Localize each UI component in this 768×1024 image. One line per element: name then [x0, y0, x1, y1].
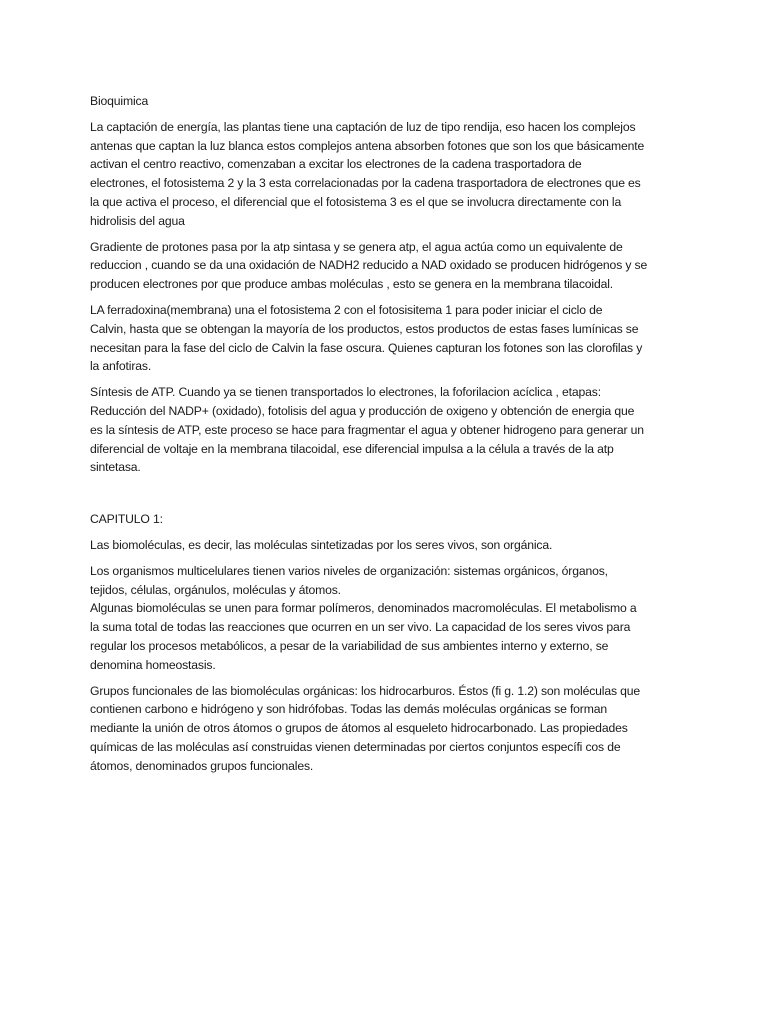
paragraph-line: La captación de energía, las plantas tiene una captación de luz de tipo rendija, eso hacen los complejos: [90, 119, 636, 134]
paragraph-line: sintetasa.: [90, 460, 141, 475]
document-page: [90, 92, 680, 783]
paragraph-line: Los organismos multicelulares tienen varios niveles de organización: sistemas orgánicos, órganos,: [90, 563, 608, 578]
section-capitulo-1: [90, 536, 680, 776]
paragraph: [90, 118, 680, 231]
paragraph-line: diferencial de voltaje en la membrana tilacoidal, ese diferencial impulsa a la célula a través de la atp: [90, 441, 614, 456]
paragraph-line: la que activa el proceso, el diferencial que el fotosistema 3 es el que se involucra directamente con la: [90, 194, 622, 209]
paragraph: [90, 238, 680, 294]
paragraph-line: necesitan para la fase del ciclo de Calvin la fase oscura. Quienes capturan los fotones son las clorofilas y: [90, 340, 643, 355]
paragraph: [90, 562, 680, 675]
paragraph-line: Las biomoléculas, es decir, las moléculas sintetizadas por los seres vivos, son orgánica.: [90, 537, 553, 552]
paragraph: [90, 383, 680, 477]
section-spacer: [90, 484, 680, 510]
chapter-heading: [90, 510, 680, 529]
paragraph-line: la anfotiras.: [90, 359, 152, 374]
paragraph-line: Gradiente de protones pasa por la atp sintasa y se genera atp, el agua actúa como un equivalente de: [90, 239, 623, 254]
paragraph-line: tejidos, células, orgánulos, moléculas y átomos.: [90, 582, 341, 597]
paragraph-line: producen electrones por que produce ambas moléculas , esto se genera en la membrana tilacoidal.: [90, 277, 613, 292]
paragraph-line: mediante la unión de otros átomos o grupos de átomos al esqueleto hidrocarbonado. Las propiedades: [90, 721, 628, 736]
title-text: Bioquimica: [90, 94, 149, 108]
paragraph: [90, 536, 680, 555]
paragraph-line: Algunas biomoléculas se unen para formar polímeros, denominados macromoléculas. El metabolismo a: [90, 601, 637, 616]
paragraph-line: Reducción del NADP+ (oxidado), fotolisis del agua y producción de oxigeno y obtención de energia que: [90, 403, 635, 418]
paragraph-line: Grupos funcionales de las biomoléculas orgánicas: los hidrocarburos. Éstos (fi g. 1.2) son moléculas que: [90, 683, 641, 698]
paragraph-line: LA ferradoxina(membrana) una el fotosistema 2 con el fotosisitema 1 para poder iniciar el ciclo de: [90, 302, 603, 317]
chapter-heading-text: CAPITULO 1:: [90, 512, 163, 527]
paragraph-line: regular los procesos metabólicos, a pesar de la variabilidad de sus ambientes interno y externo, se: [90, 638, 609, 653]
section-bioquimica: [90, 118, 680, 477]
paragraph-line: átomos, denominados grupos funcionales.: [90, 758, 314, 773]
paragraph-line: la suma total de todas las reacciones que ocurren en un ser vivo. La capacidad de los seres vivos para: [90, 620, 631, 635]
paragraph-line: denomina homeostasis.: [90, 657, 216, 672]
paragraph-line: activan el centro reactivo, comenzaban a excitar los electrones de la cadena trasportadora de: [90, 157, 582, 172]
document-title: [90, 92, 680, 111]
paragraph-line: contienen carbono e hidrógeno y son hidrófobas. Todas las demás moléculas orgánicas se forman: [90, 702, 607, 717]
paragraph-line: es la síntesis de ATP, este proceso se hace para fragmentar el agua y obtener hidrogeno para generar un: [90, 422, 644, 437]
paragraph-line: hidrolisis del agua: [90, 213, 185, 228]
paragraph-line: antenas que captan la luz blanca estos complejos antena absorben fotones que son los que básicamente: [90, 138, 645, 153]
paragraph: [90, 682, 680, 776]
paragraph-line: reduccion , cuando se da una oxidación de NADH2 reducido a NAD oxidado se producen hidrógenos y se: [90, 258, 648, 273]
paragraph: [90, 301, 680, 376]
paragraph-line: químicas de las moléculas así construidas vienen determinadas por ciertos conjuntos específi cos de: [90, 739, 621, 754]
paragraph-line: electrones, el fotosistema 2 y la 3 esta correlacionadas por la cadena trasportadora de electrones que es: [90, 176, 641, 191]
paragraph-line: Síntesis de ATP. Cuando ya se tienen transportados lo electrones, la foforilacion acíclica , etapas:: [90, 385, 601, 400]
paragraph-line: Calvin, hasta que se obtengan la mayoría de los productos, estos productos de estas fases lumínicas se: [90, 321, 639, 336]
